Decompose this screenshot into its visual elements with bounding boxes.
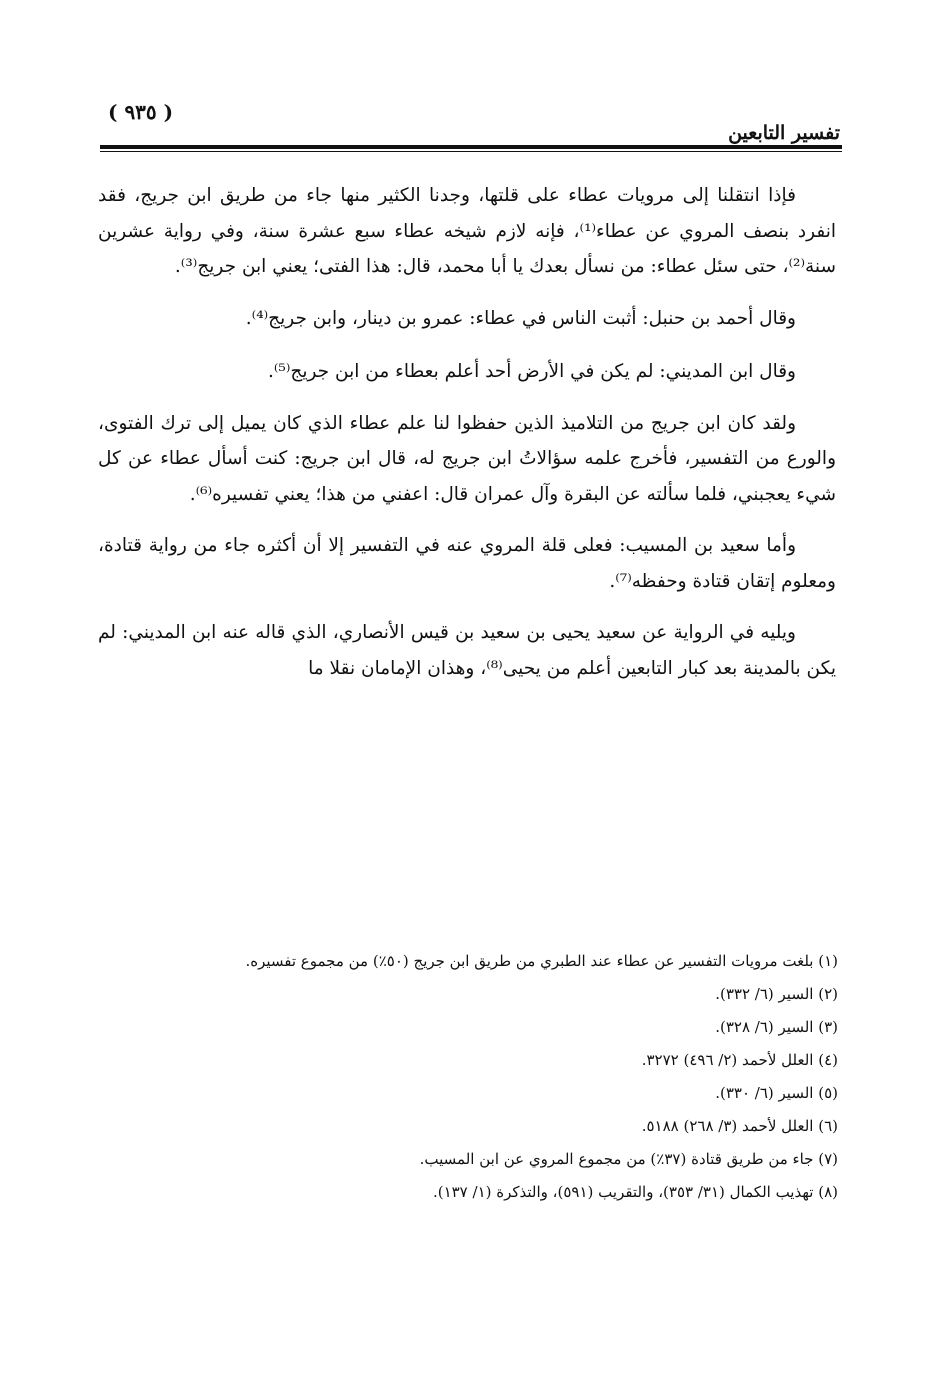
footnote: (٣) السير (٦/ ٣٢٨). <box>715 1018 838 1036</box>
footnote: (٢) السير (٦/ ٣٣٢). <box>715 985 838 1003</box>
footnote: (١) بلغت مرويات التفسير عن عطاء عند الطبري من طريق ابن جريج (٥٠٪) من مجموع تفسيره. <box>245 952 838 970</box>
page-number: ( ٩٣٥ ) <box>108 100 174 124</box>
paragraph: وأما سعيد بن المسيب: فعلى قلة المروي عنه في التفسير إلا أن أكثره جاء من رواية قتادة، ومعلوم إتقان قتادة وحفظه⁽⁷⁾. <box>98 535 836 592</box>
paragraph: ويليه في الرواية عن سعيد يحيى بن سعيد بن قيس الأنصاري، الذي قاله عنه ابن المديني: لم يكن بالمدينة بعد كبار التابعين أعلم من يحيى⁽⁸⁾، وهذان الإمامان نقلا ما <box>98 622 836 679</box>
footnote: (٨) تهذيب الكمال (٣١/ ٣٥٣)، والتقريب (٥٩١)، والتذكرة (١/ ١٣٧). <box>432 1183 838 1201</box>
paragraph: وقال ابن المديني: لم يكن في الأرض أحد أعلم بعطاء من ابن جريج⁽⁵⁾. <box>267 361 796 382</box>
footnote: (٦) العلل لأحمد (٣/ ٢٦٨) ٥١٨٨. <box>641 1117 838 1135</box>
running-header-title: تفسير التابعين <box>728 122 840 144</box>
header-rule-thin <box>100 151 842 152</box>
paragraph: وقال أحمد بن حنبل: أثبت الناس في عطاء: عمرو بن دينار، وابن جريج⁽⁴⁾. <box>245 307 796 329</box>
footnote: (٤) العلل لأحمد (٢/ ٤٩٦) ٣٢٧٢. <box>641 1051 838 1069</box>
footnote: (٥) السير (٦/ ٣٣٠). <box>715 1084 838 1102</box>
paragraph: فإذا انتقلنا إلى مرويات عطاء على قلتها، وجدنا الكثير منها جاء من طريق ابن جريج، فقد انفرد بنصف المروي عن عطاء⁽¹⁾، فإنه لازم شيخه عطاء سبع عشرة سنة، وفي رواية عشرين سنة⁽²⁾، حتى سئل عطاء: من نسأل بعدك يا أبا محمد، قال: هذا الفتى؛ يعني ابن جريج⁽³⁾. <box>98 185 836 277</box>
footnote: (٧) جاء من طريق قتادة (٣٧٪) من مجموع المروي عن ابن المسيب. <box>419 1150 838 1168</box>
paragraph: ولقد كان ابن جريج من التلاميذ الذين حفظوا لنا علم عطاء الذي كان يميل إلى ترك الفتوى، والورع من التفسير، فأخرج علمه سؤالاتُ ابن جريج له، قال ابن جريج: كنت أسأل عطاء عن كل شيء يعجبني، فلما سألته عن البقرة وآل عمران قال: اعفني من هذا؛ يعني تفسيره⁽⁶⁾. <box>98 412 836 505</box>
footnotes <box>100 945 838 1209</box>
header-rule <box>100 145 842 149</box>
main-text <box>98 178 836 686</box>
